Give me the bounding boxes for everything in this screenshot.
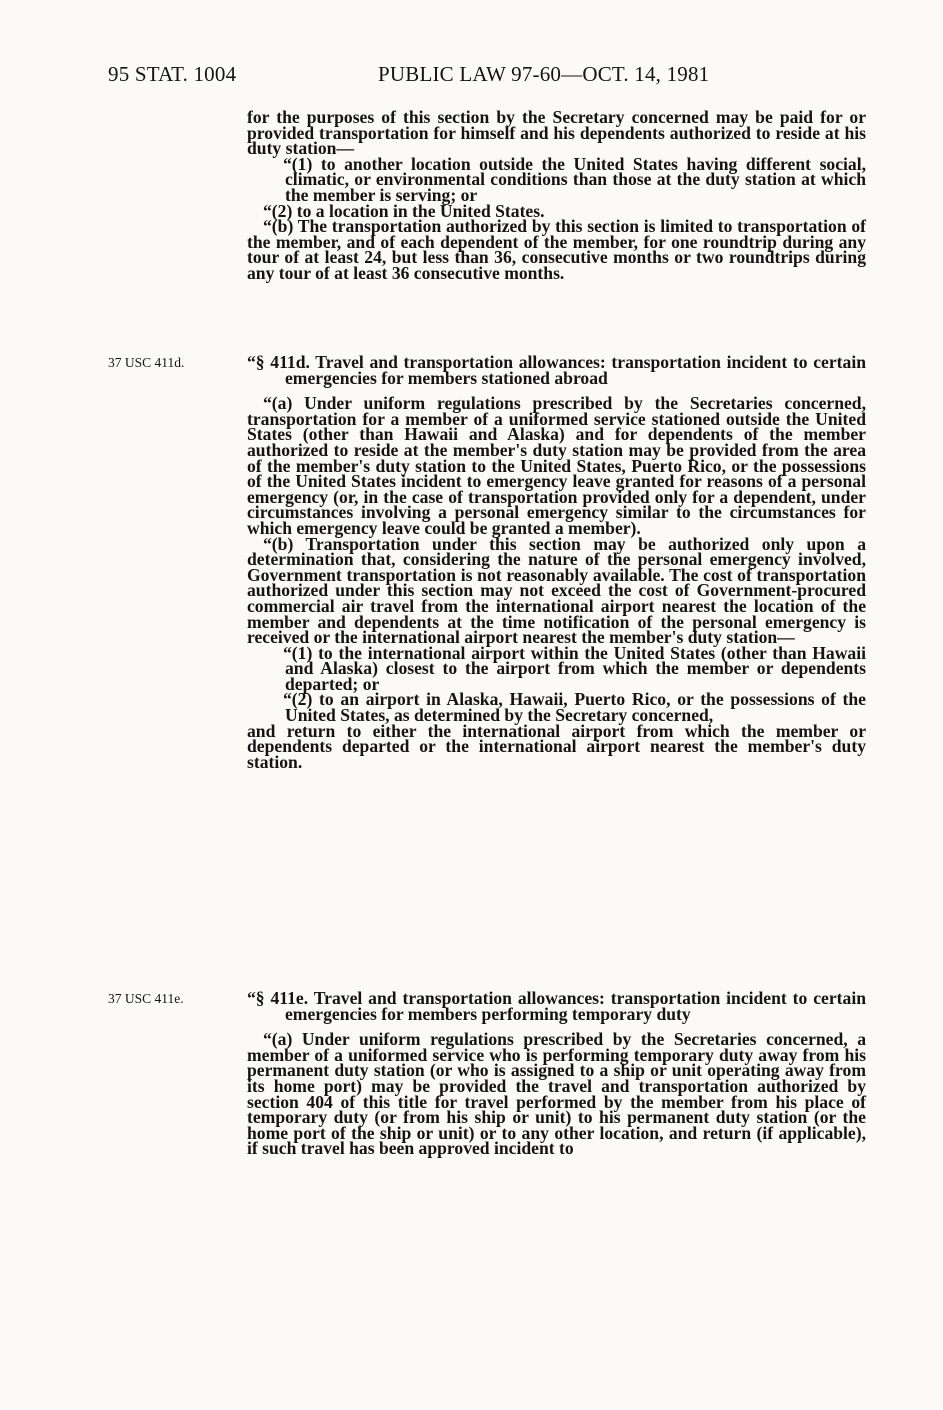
subsection-b: “(b) The transportation authorized by this section is limited to transportation of the member, and of each dependent of the member, for one roundtrip during any tour of at least 24, but less than 36, consecutive months or two roundtrips during any tour of at least 36 consecutive months. <box>247 216 866 283</box>
clause-2: “(2) to a location in the United States. <box>263 200 545 221</box>
closing-paragraph: and return to either the international airport from which the member or dependents departed or the international airport nearest the member's duty station. <box>247 720 866 772</box>
clause-2: “(2) to an airport in Alaska, Hawaii, Puerto Rico, or the possessions of the United States, as determined by the Secretary concerned, <box>283 689 866 726</box>
section-heading-411d: “§ 411d. Travel and transportation allowances: transportation incident to certain emergencies for members stationed abroad <box>247 352 866 388</box>
paragraph: for the purposes of this section by the Secretary concerned may be paid for or provided transportation for himself and his dependents authorized to reside at his duty station— <box>247 107 866 159</box>
stat-page-number: 95 STAT. 1004 <box>108 62 237 86</box>
margin-note-411e: 37 USC 411e. <box>108 991 184 1006</box>
subsection-a: “(a) Under uniform regulations prescribed by the Secretaries concerned, transportation for a member of a uniformed service stationed outside the United States (other than Hawaii and Alaska) and for dependents of the member authorized to reside at the member's duty station may be provided from the area of the member's duty station to the United States, Puerto Rico, or the possessions of the United States incident to emergency leave granted for reasons of a personal emergency (or, in the case of transportation provided only for a dependent, under circumstances involving a personal emergency similar to the circumstances for which emergency leave could be granted a member). <box>247 393 866 538</box>
section-411d <box>247 352 866 772</box>
subsection-b: “(b) Transportation under this section may be authorized only upon a determination that, considering the nature of the personal emergency involved, Government transportation is not reasonably available. The cost of transportation authorized under this section may not exceed the cost of Government-procured commercial air travel from the international airport nearest the location of the member and dependents at the time notification of the personal emergency is received or the international airport nearest the member's duty station— <box>247 533 866 648</box>
subsection-a: “(a) Under uniform regulations prescribed by the Secretaries concerned, a member of a uniformed service who is performing temporary duty away from his permanent duty station (or who is assigned to a ship or unit operating away from its home port) may be provided the travel and transportation authorized by section 404 of this title for travel performed by the member from his place of temporary duty (or from his ship or unit) to his permanent duty station (or the home port of the ship or unit) or to any other location, and return (if applicable), if such travel has been approved incident to <box>247 1029 866 1159</box>
section-heading-411e: “§ 411e. Travel and transportation allowances: transportation incident to certain emergencies for members performing temporary duty <box>247 988 866 1024</box>
section-411e <box>247 988 866 1159</box>
section-continuation <box>247 107 866 283</box>
clause-1: “(1) to the international airport within the United States (other than Hawaii and Alaska) closest to the airport from which the member or dependents departed; or <box>283 642 866 694</box>
running-header: PUBLIC LAW 97-60—OCT. 14, 1981 <box>378 62 710 86</box>
clause-1: “(1) to another location outside the United States having different social, climatic, or environmental conditions than those at the duty station at which the member is serving; or <box>283 153 866 205</box>
margin-note-411d: 37 USC 411d. <box>108 355 185 370</box>
